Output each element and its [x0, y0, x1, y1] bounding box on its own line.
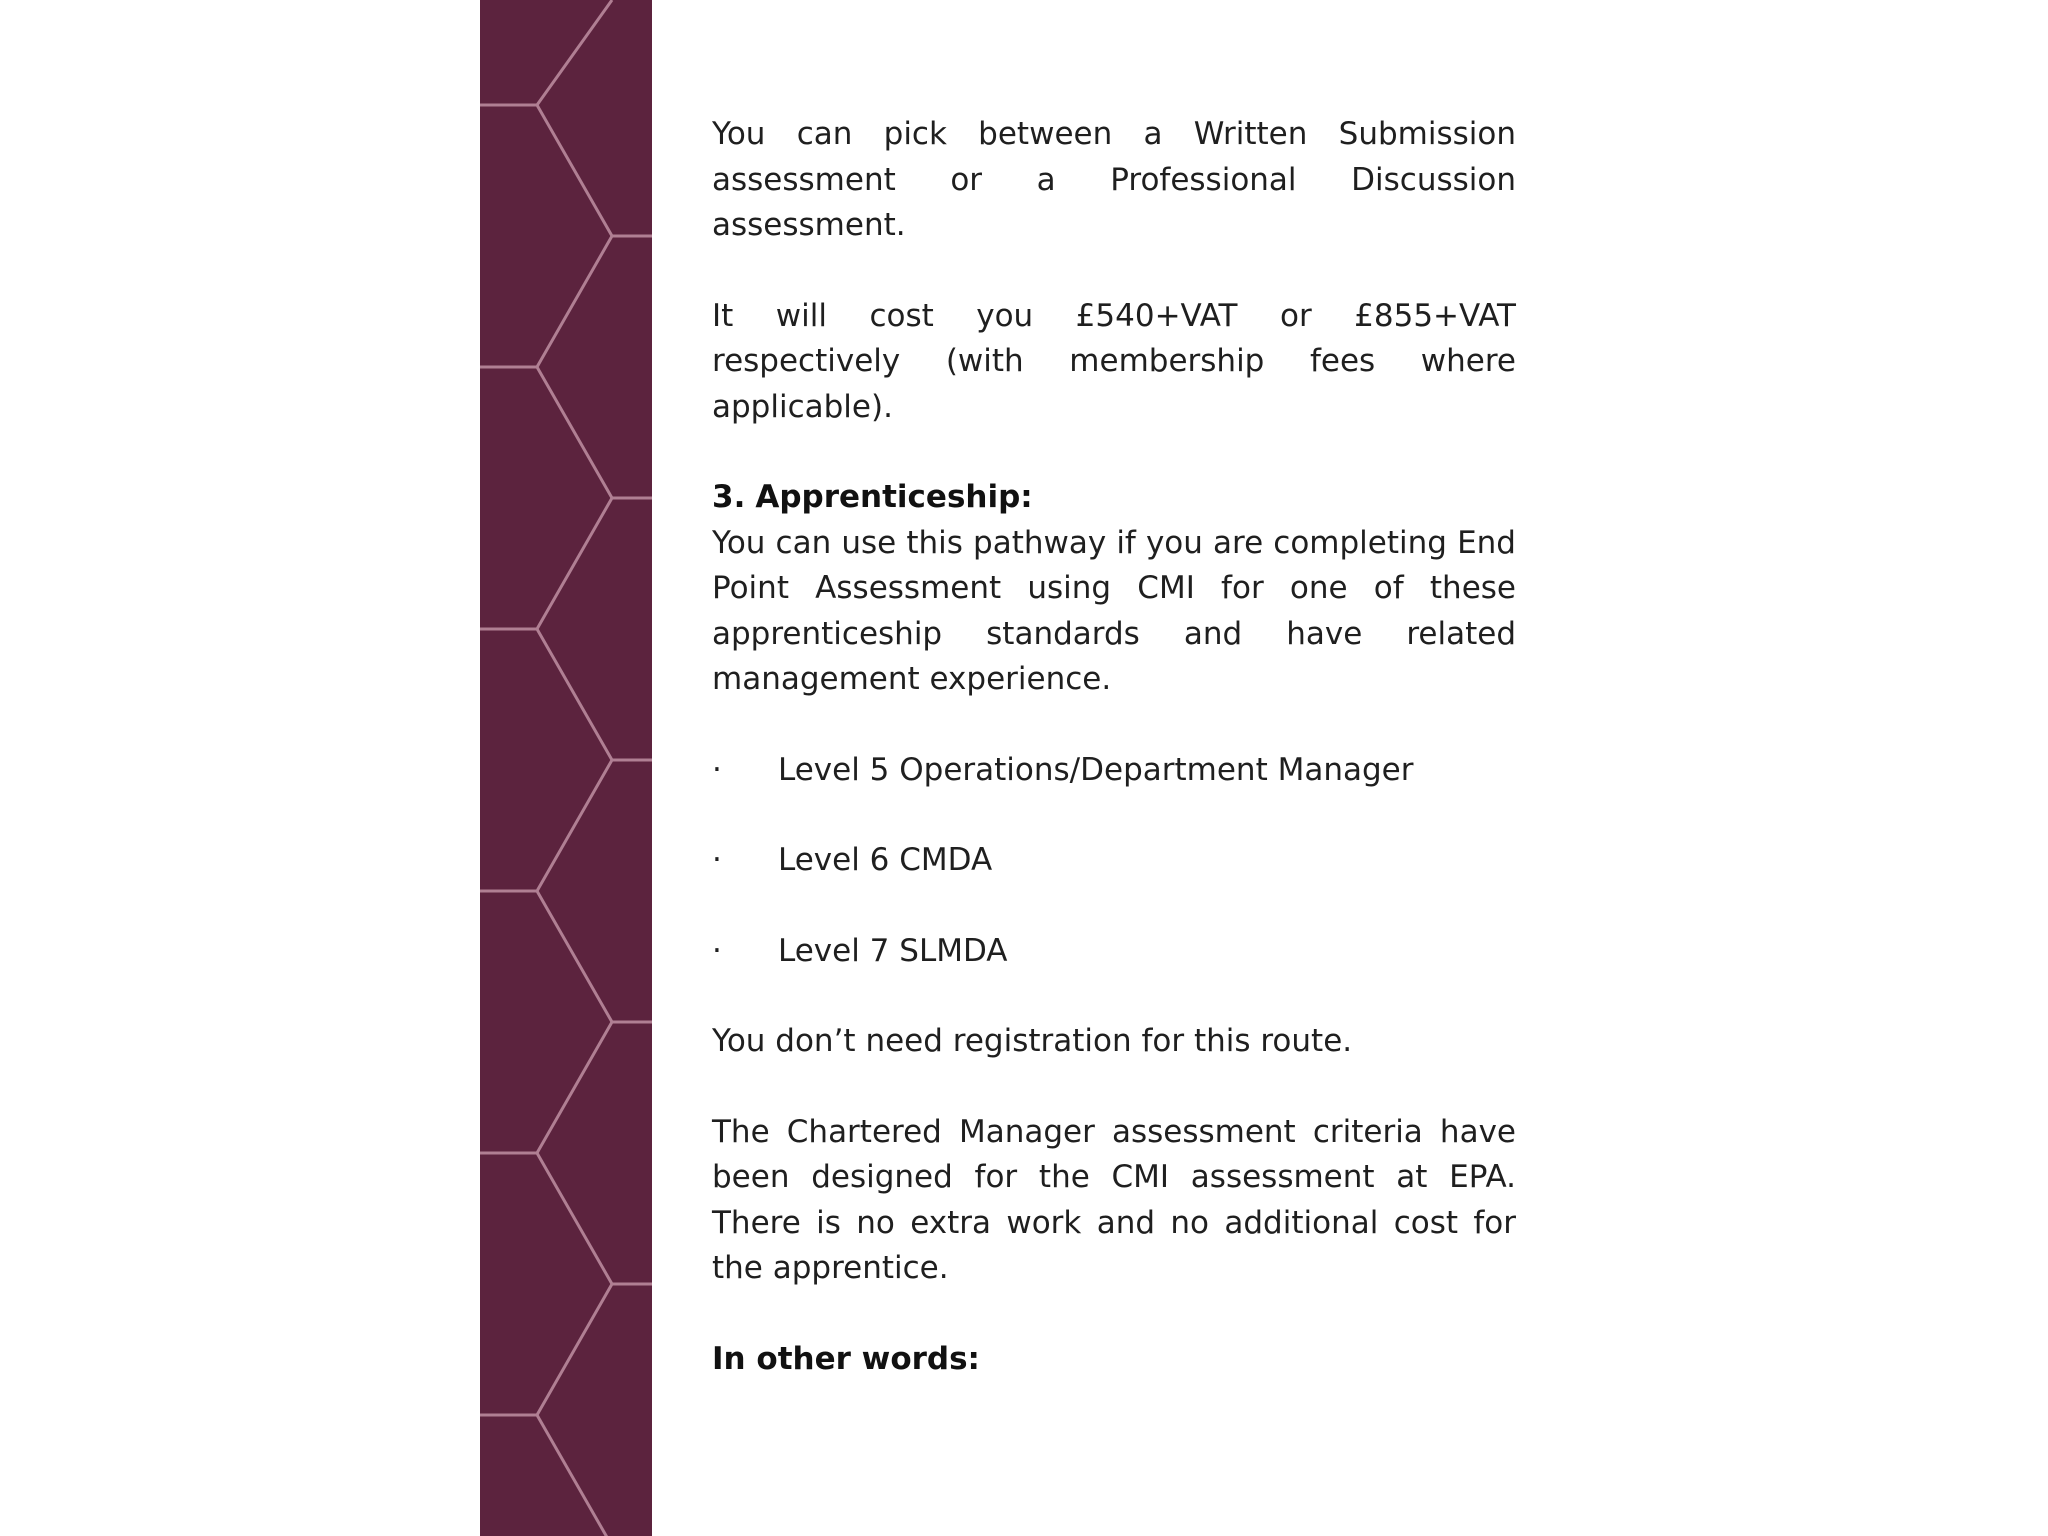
closing-heading: In other words: [712, 1340, 980, 1377]
bullet-dot-icon: · [712, 932, 722, 969]
hexagon-pattern-icon [480, 0, 652, 1536]
apprenticeship-standards-list [712, 748, 1516, 975]
section-heading [712, 475, 1516, 521]
section-title: Apprenticeship: [755, 479, 1033, 515]
criteria-paragraph: The Chartered Manager assessment criteria have been designed for the CMI assessment at EPA. There is no extra work and no additional cost for the apprentice. [712, 1113, 1516, 1286]
cost-paragraph: It will cost you £540+VAT or £855+VAT respectively (with membership fees where applicable). [712, 297, 1516, 425]
section-number: 3. [712, 479, 746, 515]
list-item-text: Level 5 Operations/Department Manager [778, 751, 1414, 788]
bullet-dot-icon: · [712, 842, 722, 878]
registration-note: You don’t need registration for this route. [712, 1023, 1353, 1059]
decorative-hexagon-band [480, 0, 652, 1536]
list-item-text: Level 6 CMDA [778, 842, 993, 878]
list-item-text: Level 7 SLMDA [778, 932, 1008, 969]
intro-paragraph: You can pick between a Written Submission assessment or a Professional Discussion assessment. [712, 116, 1516, 243]
list-item [712, 838, 1516, 884]
list-item [712, 929, 1516, 975]
bullet-dot-icon: · [712, 751, 722, 788]
section-description: You can use this pathway if you are completing End Point Assessment using CMI for one of these apprenticeship standards and have related management experience. [712, 524, 1516, 697]
document-body [712, 112, 1516, 1382]
list-item [712, 748, 1516, 794]
